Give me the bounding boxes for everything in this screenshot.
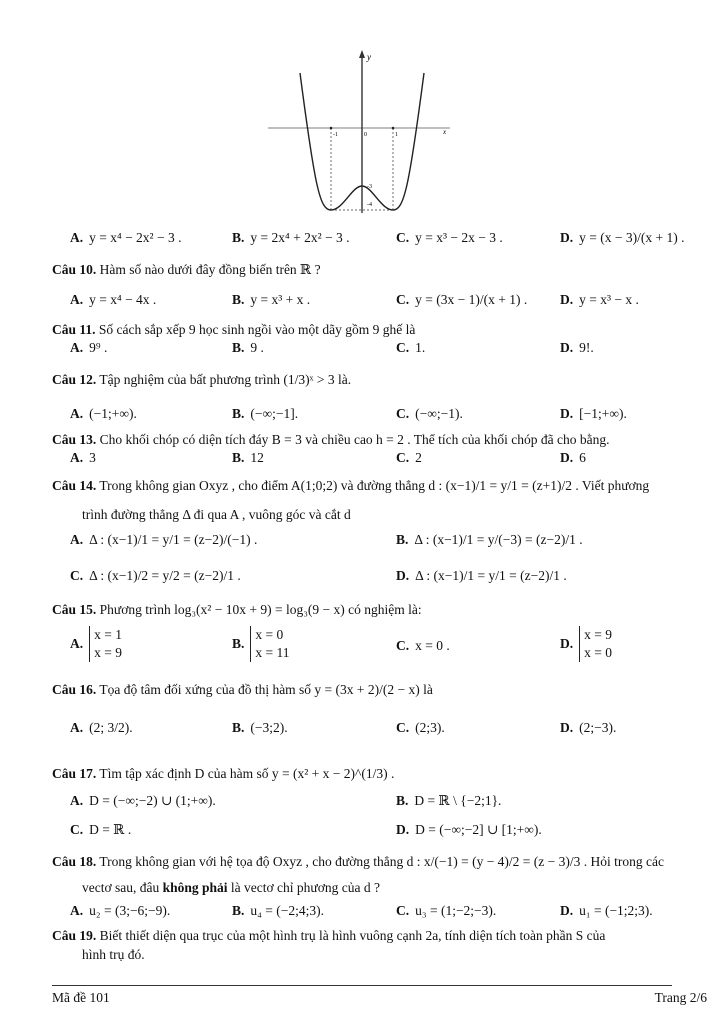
function-graph (260, 48, 460, 218)
q14-option-a[interactable]: A. Δ : (x−1)/1 = y/1 = (z−2)/(−1) . (70, 532, 258, 547)
q13-option-a[interactable]: A. 3 (70, 450, 96, 465)
q16-stem: Câu 16. Tọa độ tâm đối xứng của đồ thị hàm số y = (3x + 2)/(2 − x) là (52, 682, 433, 697)
x-axis-label: x (443, 128, 447, 136)
q17-option-d[interactable]: D. D = (−∞;−2] ∪ [1;+∞). (396, 822, 542, 837)
q15-option-d[interactable]: D. x = 9 x = 0 (560, 627, 612, 660)
q17-stem: Câu 17. Tìm tập xác định D của hàm số y = (x² + x − 2)^(1/3) . (52, 766, 395, 781)
q18-option-c[interactable]: C. u₃ = (1;−2;−3). (396, 903, 497, 918)
q9-option-b[interactable]: B. y = 2x⁴ + 2x² − 3 . (232, 230, 350, 245)
q10-option-d[interactable]: D. y = x³ − x . (560, 292, 639, 307)
tick-neg4: -4 (367, 202, 372, 208)
q12-stem: Câu 12. Tập nghiệm của bất phương trình (1/3)ˣ > 3 là. (52, 372, 352, 387)
q10-option-a[interactable]: A. y = x⁴ − 4x . (70, 292, 157, 307)
q16-option-c[interactable]: C. (2;3). (396, 720, 445, 735)
q14-stem-cont: trình đường thẳng Δ đi qua A , vuông góc và cắt d (82, 507, 351, 522)
q15-option-c[interactable]: C. x = 0 . (396, 638, 450, 653)
q16-option-a[interactable]: A. (2; 3/2). (70, 720, 133, 735)
tick-1: 1 (395, 132, 398, 138)
q10-option-b[interactable]: B. y = x³ + x . (232, 292, 311, 307)
q14-option-d[interactable]: D. Δ : (x−1)/1 = y/1 = (z−2)/1 . (396, 568, 567, 583)
q11-option-b[interactable]: B. 9 . (232, 340, 264, 355)
y-axis-label: y (367, 52, 371, 62)
q11-stem: Câu 11. Số cách sắp xếp 9 học sinh ngồi vào một dãy gồm 9 ghế là (52, 322, 416, 337)
q14-option-c[interactable]: C. Δ : (x−1)/2 = y/2 = (z−2)/1 . (70, 568, 241, 583)
footer-divider (52, 985, 672, 986)
footer-page-number: Trang 2/6 (654, 990, 707, 1005)
q16-option-b[interactable]: B. (−3;2). (232, 720, 288, 735)
q9-option-d[interactable]: D. y = (x − 3)/(x + 1) . (560, 230, 685, 245)
q15-stem: Câu 15. Phương trình log₃(x² − 10x + 9) = log₃(9 − x) có nghiệm là: (52, 602, 422, 617)
tick-neg1: -1 (333, 132, 338, 138)
q10-stem: Câu 10. Hàm số nào dưới đây đồng biến trên ℝ ? (52, 262, 321, 277)
q18-option-a[interactable]: A. u₂ = (3;−6;−9). (70, 903, 171, 918)
q13-stem: Câu 13. Cho khối chóp có diện tích đáy B = 3 và chiều cao h = 2 . Thể tích của khối chóp đã cho bằng. (52, 432, 610, 447)
q17-option-c[interactable]: C. D = ℝ . (70, 822, 132, 837)
q13-option-d[interactable]: D. 6 (560, 450, 586, 465)
q10-option-c[interactable]: C. y = (3x − 1)/(x + 1) . (396, 292, 528, 307)
q14-option-b[interactable]: B. Δ : (x−1)/1 = y/(−3) = (z−2)/1 . (396, 532, 583, 547)
q12-option-b[interactable]: B. (−∞;−1]. (232, 406, 299, 421)
q11-option-d[interactable]: D. 9!. (560, 340, 594, 355)
q9-option-a[interactable]: A. y = x⁴ − 2x² − 3 . (70, 230, 182, 245)
q18-option-b[interactable]: B. u₄ = (−2;4;3). (232, 903, 324, 918)
q11-option-c[interactable]: C. 1. (396, 340, 426, 355)
q12-option-a[interactable]: A. (−1;+∞). (70, 406, 137, 421)
tick-0: 0 (364, 132, 367, 138)
tick-neg3: -3 (367, 184, 372, 190)
q17-option-a[interactable]: A. D = (−∞;−2) ∪ (1;+∞). (70, 793, 216, 808)
q18-option-d[interactable]: D. u₁ = (−1;2;3). (560, 903, 653, 918)
q12-option-c[interactable]: C. (−∞;−1). (396, 406, 463, 421)
q19-stem-cont: hình trụ đó. (82, 947, 145, 962)
q18-stem-cont: vectơ sau, đâu không phải là vectơ chỉ phương của d ? (82, 880, 380, 895)
q14-stem: Câu 14. Trong không gian Oxyz , cho điểm A(1;0;2) và đường thẳng d : (x−1)/1 = y/1 = (z+1)/2 . Viết phương (52, 478, 650, 493)
q13-option-b[interactable]: B. 12 (232, 450, 264, 465)
q15-option-a[interactable]: A. x = 1 x = 9 (70, 627, 122, 660)
q17-option-b[interactable]: B. D = ℝ \ {−2;1}. (396, 793, 502, 808)
q11-option-a[interactable]: A. 9⁹ . (70, 340, 108, 355)
footer-exam-code: Mã đề 101 (52, 990, 110, 1005)
q19-stem: Câu 19. Biết thiết diện qua trục của một hình trụ là hình vuông cạnh 2a, tính diện tích toàn phần S của (52, 928, 606, 943)
q16-option-d[interactable]: D. (2;−3). (560, 720, 617, 735)
q12-option-d[interactable]: D. [−1;+∞). (560, 406, 627, 421)
q9-option-c[interactable]: C. y = x³ − 2x − 3 . (396, 230, 503, 245)
q18-stem: Câu 18. Trong không gian với hệ tọa độ Oxyz , cho đường thẳng d : x/(−1) = (y − 4)/2 = (z − 3)/3 . Hỏi trong các (52, 854, 664, 869)
q13-option-c[interactable]: C. 2 (396, 450, 422, 465)
q15-option-b[interactable]: B. x = 0 x = 11 (232, 627, 290, 660)
